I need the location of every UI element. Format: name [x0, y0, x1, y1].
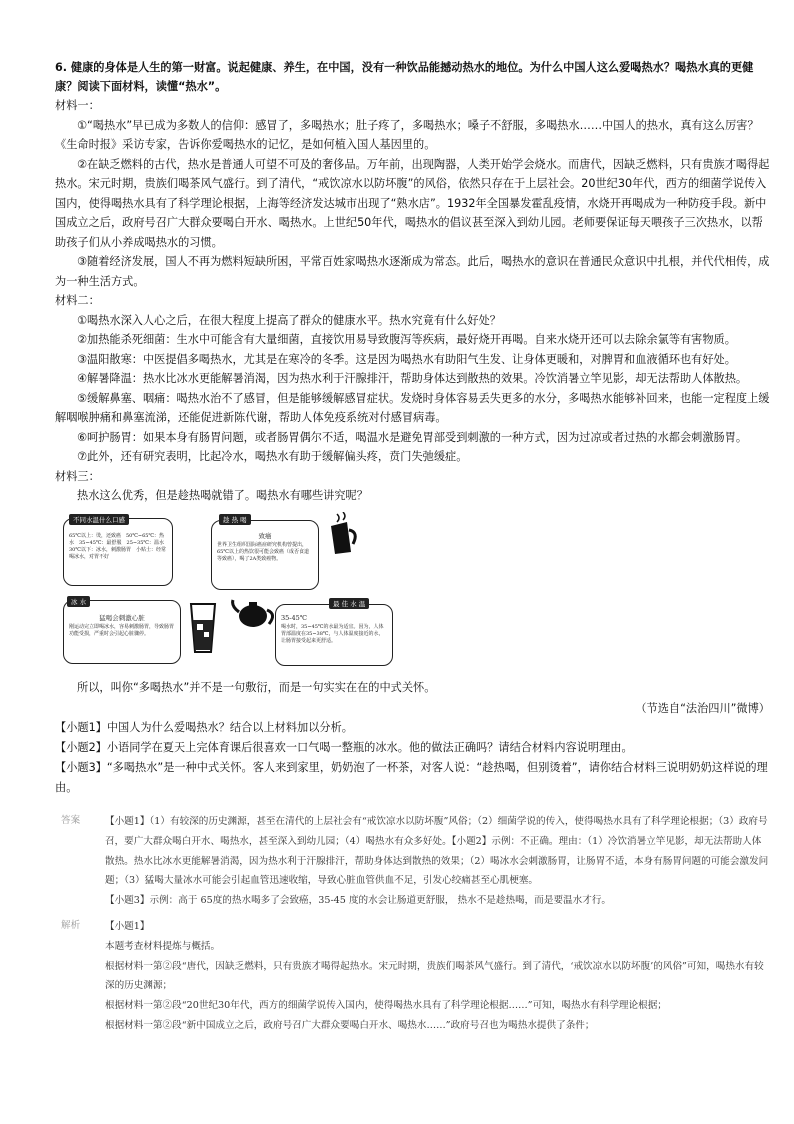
material-two-item: ①喝热水深入人心之后，在很大程度上提高了群众的健康水平。热水究竟有什么好处？ [77, 313, 501, 327]
panel-taste-tag: 不同水温什么口感 [69, 514, 129, 525]
panel-ice-water-heading: 猛喝会刺激心脏 [99, 613, 145, 622]
analysis-line: 根据材料一第②段“新中国成立之后，政府号召广大群众要喝白开水、喝热水……”政府号召也为喝热水提供了条件； [105, 1019, 595, 1031]
analysis-label: 解析 [61, 919, 81, 931]
panel-hot-drink-text: 世界卫生组织国际癌症研究机构曾提出，65℃以上的热饮很可能会致癌（成否食道等致癌），喝了2A类致癌物。 [217, 541, 309, 562]
subquestion-1: 【小题1】中国人为什么爱喝热水？结合以上材料加以分析。 [55, 721, 353, 734]
panel-best-temperature-heading: 35-45℃ [281, 613, 308, 622]
panel-ice-water-tag: 冰 水 [67, 596, 90, 607]
analysis-section [55, 917, 770, 1036]
panel-best-temperature [275, 604, 393, 666]
material-two-item: ⑤缓解鼻塞、咽痛：喝热水治不了感冒，但是能够缓解感冒症状。发烧时身体容易丢失更多的水分，多喝热水能够补回来，也能一定程度上缓解咽喉肿痛和鼻塞流涕，还能促进新陈代谢，帮助人体免疫系统对付感冒病毒。 [55, 391, 770, 424]
subquestion-2: 【小题2】小语同学在夏天上完体育课后很喜欢一口气喝一整瓶的冰水。他的做法正确吗？请结合材料内容说明理由。 [55, 741, 633, 754]
glass-icon [185, 598, 225, 658]
material-two-label: 材料二： [55, 294, 100, 307]
panel-taste [63, 518, 173, 586]
material-three-conclusion: 所以，叫你“多喝热水”并不是一句敷衍，而是一句实实在在的中式关怀。 [77, 680, 436, 694]
panel-hot-drink [211, 520, 319, 590]
material-one-paragraph-1: ①“喝热水”早已成为多数人的信仰：感冒了，多喝热水；肚子疼了，多喝热水；嗓子不舒服，多喝热水……中国人的热水，真有这么厉害？《生命时报》采访专家，告诉你爱喝热水的记忆，是如何植入国人基因里的。 [55, 118, 759, 151]
document-page [55, 58, 770, 1036]
analysis-line: 本题考查材料提炼与概括。 [105, 940, 221, 952]
panel-taste-text: 65℃以上：烫，还致癌 50℃~65℃：热水 35~45℃：最舒服 25~35℃：温水 30℃以下：冰水，刺激肠胃 小贴士：经常喝冰水，对胃不好 [69, 532, 170, 560]
material-two-item: ⑦此外，还有研究表明，比起冷水，喝热水有助于缓解偏头疼，贲门失弛缓症。 [77, 450, 468, 463]
mug-icon [325, 512, 361, 556]
material-one-paragraph-2: ②在缺乏燃料的古代，热水是普通人可望不可及的奢侈品。万年前，出现陶器，人类开始学会烧水。而唐代，因缺乏燃料，只有贵族才喝得起热水。宋元时期，贵族们喝茶风气盛行。到了清代，“戒饮凉水以防坏腹”的风俗，依然只存在于上层社会。20世纪30年代，西方的细菌学说传入国内，使得喝热水具有了科学理论根据，上海等经济发达城市出现了“熟水店”。1932年全国暴发霍乱疫情，水烧开再喝成为一种防疫手段。新中国成立之后，政府号召广大群众要喝白开水、喝热水。上世纪50年代，喝热水的倡议甚至深入到幼儿园。老师要保证每天喂孩子三次热水，以帮助孩子们从小养成喝热水的习惯。 [55, 157, 770, 249]
analysis-line: 根据材料一第②段“20世纪30年代，西方的细菌学说传入国内，使得喝热水具有了科学理论根据……”可知，喝热水有科学理论根据； [105, 1000, 667, 1012]
question-title: 6. 健康的身体是人生的第一财富。说起健康、养生，在中国，没有一种饮品能撼动热水的地位。为什么中国人这么爱喝热水？喝热水真的更健康？阅读下面材料，读懂“热水”。 [55, 61, 754, 93]
answer-text-1: 【小题1】（1）有较深的历史渊源，甚至在清代的上层社会有“戒饮凉水以防坏腹”风俗；（2）细菌学说的传入，使得喝热水具有了科学理论根据；（3）政府号召，要广大群众喝白开水、喝热水，甚至深入到幼儿园；（4）喝热水有众多好处。【小题2】示例：不正确。理由：（1）冷饮消暑立竿见影，却无法帮助人体散热。热水比冰水更能解暑消渴，因为热水利于汗腺排汗，帮助身体达到散热的效果；（2）喝冰水会刺激肠胃，让肠胃不适，本身有肠胃问题的可能会激发问题；（3）猛喝大量冰水可能会引起血管迅速收缩，导致心脏血管供血不足，引发心绞痛甚至心肌梗塞。 [105, 816, 769, 887]
panel-hot-drink-tag: 趁 热 喝 [219, 514, 251, 525]
teapot-icon [231, 596, 279, 632]
analysis-line: 【小题1】 [105, 920, 150, 932]
material-two-item: ④解暑降温：热水比冰水更能解暑消渴，因为热水利于汗腺排汗，帮助身体达到散热的效果。冷饮消暑立竿见影，却无法帮助人体散热。 [77, 372, 748, 385]
panel-best-temperature-text: 喝水时，35~45℃的水最为适宜。因为，人体胃部温度在35~38℃，与人体温度接近的水，让肠胃接受起来更舒适。 [281, 623, 384, 644]
answer-text-2: 【小题3】示例：高于 65度的热水喝多了会致癌，35-45 度的水会让肠道更舒服， 热水不是趁热喝，而是要温水才行。 [105, 895, 612, 907]
material-two-item: ⑥呵护肠胃：如果本身有肠胃问题，或者肠胃偶尔不适，喝温水是避免胃部受到刺激的一种方式，因为过凉或者过热的水都会刺激肠胃。 [77, 430, 748, 444]
material-one-paragraph-3: ③随着经济发展，国人不再为燃料短缺所困，平常百姓家喝热水逐渐成为常态。此后，喝热水的意识在普通民众意识中扎根，并代代相传，成为一种生活方式。 [55, 255, 770, 288]
panel-hot-drink-heading: 致癌 [258, 531, 272, 540]
material-two-item: ②加热能杀死细菌：生水中可能含有大量细菌，直接饮用易导致腹泻等疾病，最好烧开再喝。自来水烧开还可以去除余氯等有害物质。 [77, 333, 736, 346]
subquestion-3: 【小题3】“多喝热水”是一种中式关怀。客人来到家里，奶奶泡了一杯茶，对客人说：“趁热喝，但别烫着”，请你结合材料三说明奶奶这样说的理由。 [55, 761, 768, 794]
material-two-item: ③温阳散寒：中医提倡多喝热水，尤其是在寒冷的冬季。这是因为喝热水有助阳气生发、让身体更暖和，对脾胃和血液循环也有好处。 [77, 352, 736, 366]
water-temperature-infographic [63, 512, 393, 670]
panel-best-temperature-tag: 最 佳 水 温 [329, 598, 369, 609]
analysis-line: 根据材料一第②段“唐代，因缺乏燃料，只有贵族才喝得起热水。宋元时期，贵族们喝茶风气盛行。到了清代，‘戒饮凉水以防坏腹’的风俗”可知，喝热水有较深的历史渊源； [105, 960, 764, 992]
panel-ice-water-text: 刚运动完立即喝冰水，容易刺激肠胃，导致肠胃功能受损，严重时会引起心脏骤停。 [69, 623, 175, 637]
material-one-label: 材料一： [55, 99, 100, 112]
source-citation: （节选自“法治四川”微博） [635, 702, 770, 715]
material-three-intro: 热水这么优秀，但是趁热喝就错了。喝热水有哪些讲究呢？ [77, 489, 368, 502]
answer-section [55, 812, 770, 911]
answer-label: 答案 [61, 815, 81, 826]
panel-ice-water [63, 600, 181, 664]
material-three-label: 材料三： [55, 469, 100, 483]
